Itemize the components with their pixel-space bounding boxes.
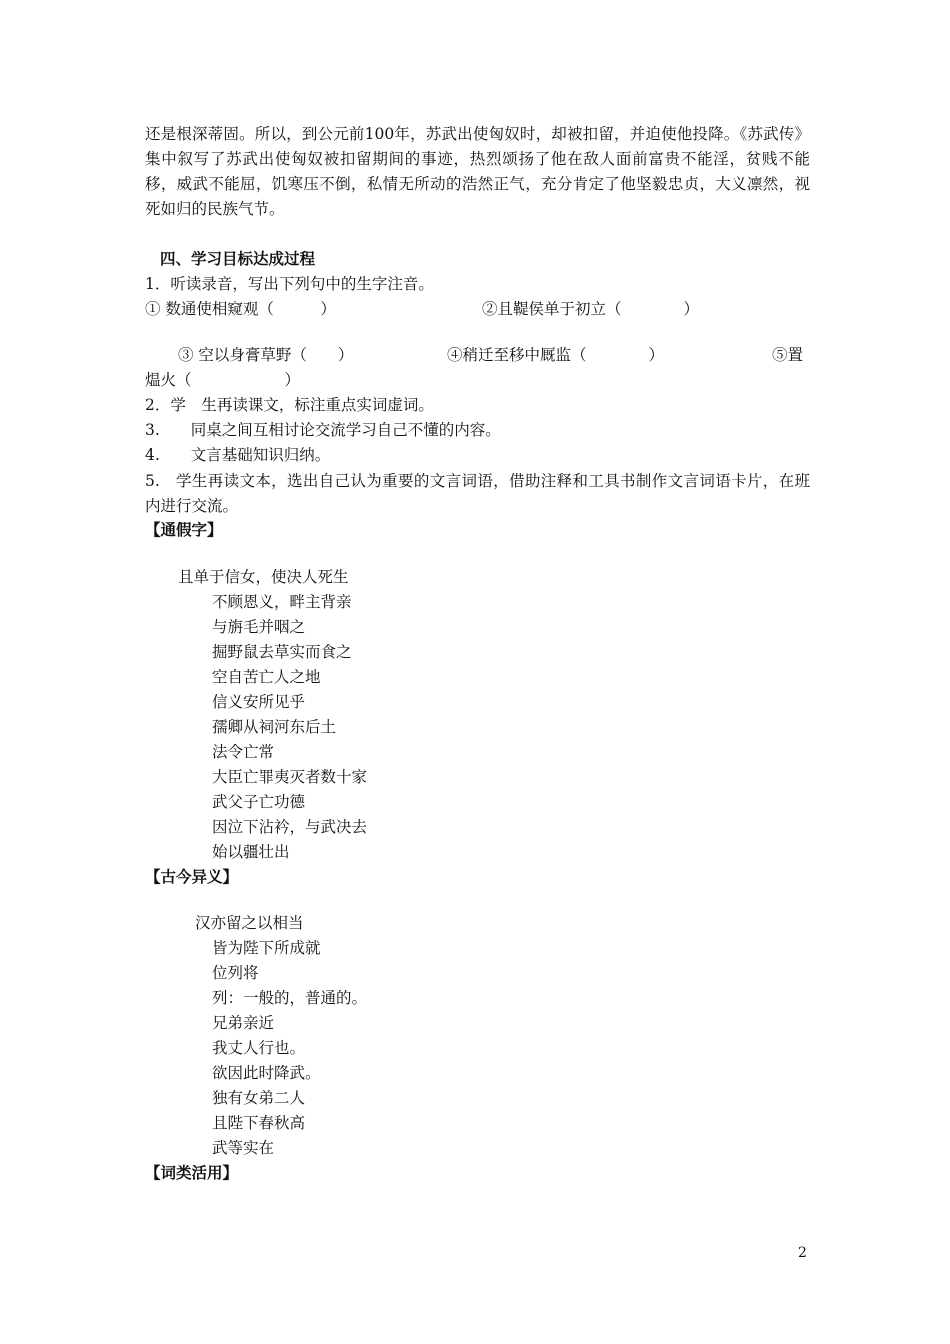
list-item: 空自苦亡人之地 bbox=[212, 668, 321, 686]
pinyin-question-4: ④稍迁至移中厩监（ ） bbox=[447, 346, 665, 364]
list-item: 独有女弟二人 bbox=[212, 1089, 306, 1107]
list-item: 法令亡常 bbox=[212, 743, 275, 761]
list-item: 列：一般的，普通的。 bbox=[212, 989, 368, 1007]
list-item: 掘野鼠去草实而食之 bbox=[212, 643, 352, 661]
intro-paragraph: 还是根深蒂固。所以，到公元前100年，苏武出使匈奴时，却被扣留，并迫使他投降。《苏武传》集中叙写了苏武出使匈奴被扣留期间的事迹，热烈颂扬了他在敌人面前富贵不能淫，贫贱不能移，威武不能屈，饥寒压不倒，私情无所动的浩然正气，充分肯定了他坚毅忠贞，大义凛然，视死如归的民族气节。 bbox=[145, 125, 810, 218]
page-number: 2 bbox=[798, 1245, 807, 1261]
list-item: 皆为陛下所成就 bbox=[212, 939, 321, 957]
tongjia-heading: 【通假字】 bbox=[145, 520, 223, 539]
list-item: 武等实在 bbox=[212, 1139, 275, 1157]
list-item: 欲因此时降武。 bbox=[212, 1064, 321, 1082]
list-item: 与旃毛并咽之 bbox=[212, 618, 306, 636]
list-item: 汉亦留之以相当 bbox=[195, 914, 304, 932]
list-item: 信义安所见乎 bbox=[212, 693, 306, 711]
gujin-heading: 【古今异义】 bbox=[145, 867, 239, 886]
list-item: 因泣下沾衿，与武决去 bbox=[212, 818, 368, 836]
list-item: 不顾恩义，畔主背亲 bbox=[212, 593, 352, 611]
step5-text: 5. 学生再读文本，选出自己认为重要的文言词语，借助注释和工具书制作文言词语卡片，在班内进行交流。 bbox=[145, 472, 810, 515]
section4-heading: 四、学习目标达成过程 bbox=[160, 249, 316, 268]
list-item: 兄弟亲近 bbox=[212, 1014, 275, 1032]
cilei-heading: 【词类活用】 bbox=[145, 1163, 239, 1182]
step1-text: 1．听读录音，写出下列句中的生字注音。 bbox=[145, 275, 434, 293]
pinyin-question-1: ① 数通使相窥观（ ） bbox=[145, 300, 336, 318]
list-item: 大臣亡罪夷灭者数十家 bbox=[212, 768, 368, 786]
step3-text: 3. 同桌之间互相讨论交流学习自己不懂的内容。 bbox=[145, 421, 501, 439]
step4-text: 4. 文言基础知识归纳。 bbox=[145, 446, 331, 464]
list-item: 始以疆壮出 bbox=[212, 843, 290, 861]
list-item: 我丈人行也。 bbox=[212, 1039, 306, 1057]
list-item: 孺卿从祠河东后土 bbox=[212, 718, 337, 736]
list-item: 且陛下春秋高 bbox=[212, 1114, 306, 1132]
list-item: 武父子亡功德 bbox=[212, 793, 306, 811]
pinyin-question-3: ③ 空以身膏草野（ ） bbox=[178, 346, 354, 364]
step2-text: 2．学 生再读课文，标注重点实词虚词。 bbox=[145, 396, 434, 414]
list-item: 且单于信女，使决人死生 bbox=[178, 568, 349, 586]
pinyin-question-5-start: ⑤置 bbox=[772, 346, 804, 364]
list-item: 位列将 bbox=[212, 964, 259, 982]
pinyin-question-5-end: 煴火（ ） bbox=[145, 371, 301, 389]
pinyin-question-2: ②且鞮侯单于初立（ ） bbox=[482, 300, 700, 318]
